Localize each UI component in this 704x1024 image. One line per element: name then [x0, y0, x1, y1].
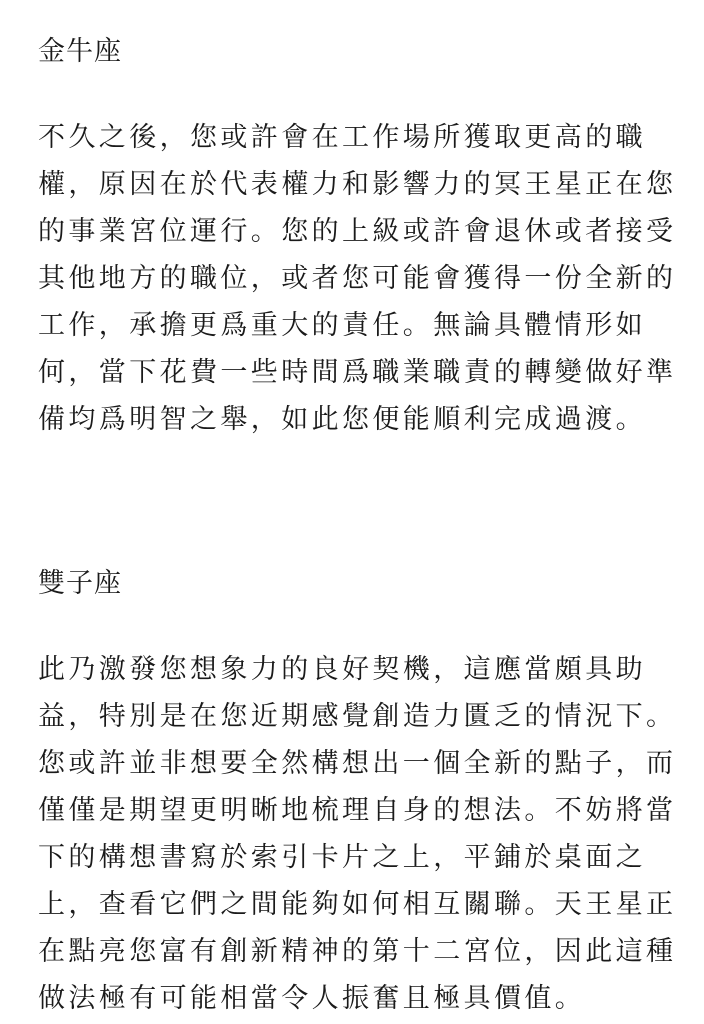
taurus-heading: 金牛座 [38, 36, 122, 67]
taurus-line-2: 權，原因在於代表權力和影響力的冥王星正在您 [38, 169, 677, 200]
gemini-line-6: 上，查看它們之間能夠如何相互關聯。天王星正 [38, 889, 677, 920]
taurus-line-5: 工作，承擔更爲重大的責任。無論具體情形如 [38, 310, 646, 341]
taurus-paragraph [38, 114, 678, 443]
gemini-line-2: 益，特別是在您近期感覺創造力匱乏的情況下。 [38, 701, 677, 732]
taurus-line-6: 何，當下花費一些時間爲職業職責的轉變做好準 [38, 357, 677, 388]
gemini-line-8: 做法極有可能相當令人振奮且極具價值。 [38, 983, 586, 1014]
taurus-line-7: 備均爲明智之舉，如此您便能順利完成過渡。 [38, 404, 646, 435]
gemini-heading: 雙子座 [38, 568, 122, 599]
gemini-line-1: 此乃激發您想象力的良好契機，這應當頗具助 [38, 654, 646, 685]
gemini-line-7: 在點亮您富有創新精神的第十二宮位，因此這種 [38, 936, 677, 967]
gemini-line-5: 下的構想書寫於索引卡片之上，平鋪於桌面之 [38, 842, 646, 873]
gemini-paragraph [38, 646, 678, 1022]
taurus-line-1: 不久之後，您或許會在工作場所獲取更高的職 [38, 122, 646, 153]
taurus-line-3: 的事業宮位運行。您的上級或許會退休或者接受 [38, 216, 677, 247]
gemini-line-3: 您或許並非想要全然構想出一個全新的點子，而 [38, 748, 677, 779]
gemini-line-4: 僅僅是期望更明晰地梳理自身的想法。不妨將當 [38, 795, 677, 826]
taurus-line-4: 其他地方的職位，或者您可能會獲得一份全新的 [38, 263, 677, 294]
